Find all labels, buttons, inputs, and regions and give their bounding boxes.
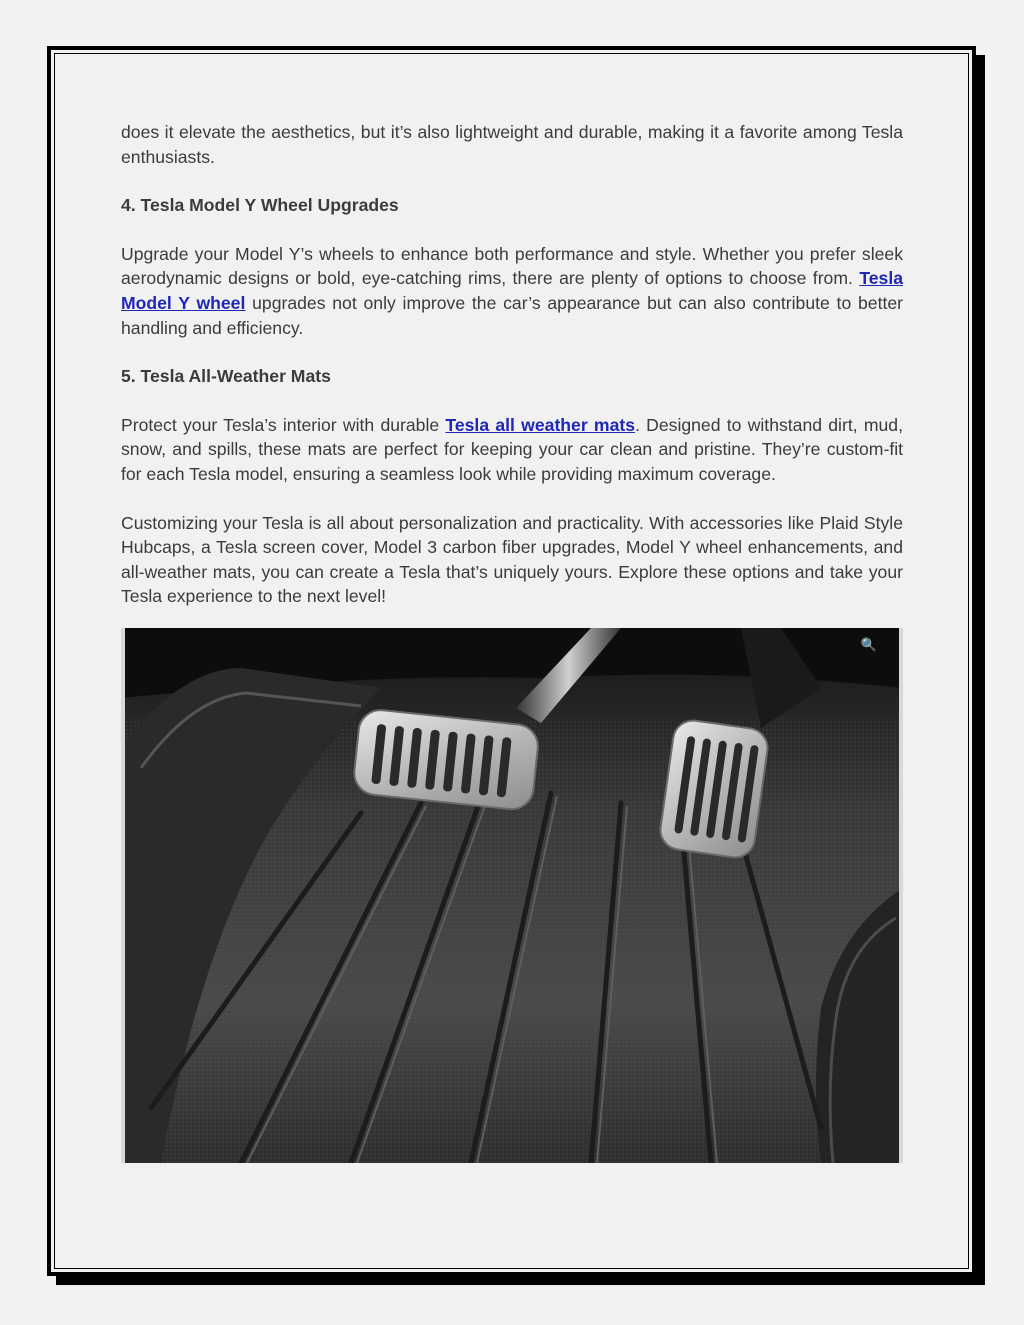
intro-paragraph: does it elevate the aesthetics, but it’s also lightweight and durable, making it a favorite among Tesla enthusiasts. bbox=[121, 122, 903, 167]
mats-paragraph-text-start: Protect your Tesla’s interior with durable bbox=[121, 414, 446, 435]
floor-mat-photo bbox=[121, 628, 903, 1163]
section-heading-wheel-upgrades: 4. Tesla Model Y Wheel Upgrades bbox=[121, 195, 399, 216]
wheel-paragraph-text-start: Upgrade your Model Y’s wheels to enhance both performance and style. Whether you prefer sleek aerodynamic designs or bold, eye-catching rims, there are plenty of options to choose from. bbox=[121, 243, 903, 289]
conclusion-paragraph: Customizing your Tesla is all about personalization and practicality. With accessories like Plaid Style Hubcaps, a Tesla screen cover, Model 3 carbon fiber upgrades, Model Y wheel enhancements, and all-weather mats, you can create a Tesla that’s uniquely yours. Explore these options and take your Tesla experience to the next level! bbox=[121, 512, 903, 607]
all-weather-mats-paragraph bbox=[121, 413, 903, 487]
mats-paragraph-text-end: . Designed to withstand dirt, mud, snow, and spills, these mats are perfect for keeping your car clean and pristine. They’re custom-fit for each Tesla model, ensuring a seamless look while providing maximum coverage. bbox=[121, 414, 903, 484]
tesla-all-weather-mats-link[interactable]: Tesla all weather mats bbox=[445, 414, 636, 435]
section-heading-all-weather-mats: 5. Tesla All-Weather Mats bbox=[121, 366, 331, 387]
floor-mat-illustration bbox=[121, 628, 903, 1163]
wheel-paragraph-text-end: upgrades not only improve the car’s appearance but can also contribute to better handling and efficiency. bbox=[121, 292, 903, 338]
document-body bbox=[121, 120, 903, 633]
magnifier-icon[interactable]: 🔍 bbox=[860, 637, 877, 652]
tesla-model-y-wheel-link[interactable]: Tesla Model Y wheel bbox=[121, 268, 903, 313]
wheel-upgrades-paragraph bbox=[121, 242, 903, 340]
